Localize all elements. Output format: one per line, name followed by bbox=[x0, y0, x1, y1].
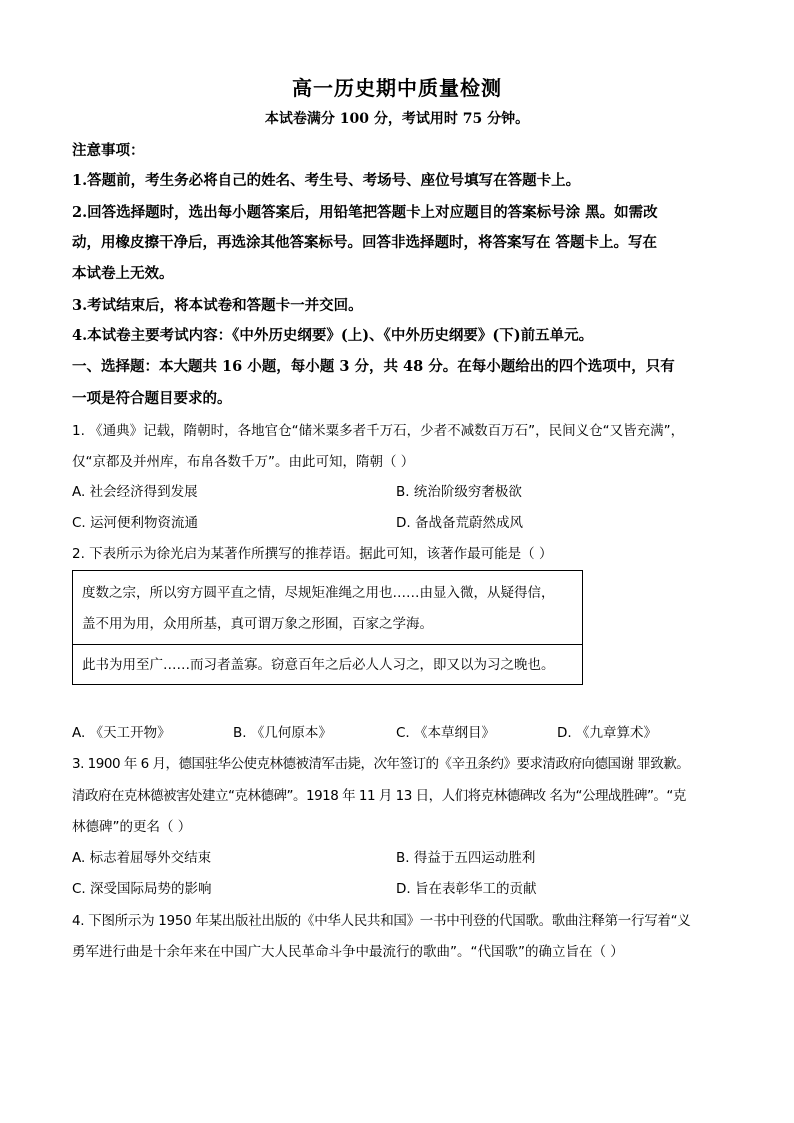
question-4-stem: 4. 下图所示为 1950 年某出版社出版的《中华人民共和国》一书中刊登的代国歌。歌曲注释第一行写着“义 bbox=[72, 913, 691, 929]
question-3-option-d[interactable]: D. 旨在表彰华工的贡献 bbox=[396, 881, 537, 897]
question-2-stem: 2. 下表所示为徐光启为某著作所撰写的推荐语。据此可知，该著作最可能是（ ） bbox=[72, 546, 553, 562]
question-1-stem: 1. 《通典》记载，隋朝时，各地官仓“储米粟多者千万石，少者不减数百万石”，民间义仓“又皆充满”， bbox=[72, 423, 685, 439]
question-2-option-a[interactable]: A. 《天工开物》 bbox=[72, 725, 171, 741]
question-3-option-a[interactable]: A. 标志着屈辱外交结束 bbox=[72, 850, 212, 866]
section-heading-cont: 一项是符合题目要求的。 bbox=[72, 390, 232, 407]
question-3-stem-cont: 清政府在克林德被害处建立“克林德碑”。1918 年 11 月 13 日，人们将克林德碑改 名为“公理战胜碑”。“克 bbox=[72, 788, 686, 804]
question-3-stem-end: 林德碑”的更名（ ） bbox=[72, 819, 192, 835]
question-1-option-c[interactable]: C. 运河便利物资流通 bbox=[72, 515, 199, 531]
question-2-option-c[interactable]: C. 《本草纲目》 bbox=[396, 725, 496, 741]
question-1-stem-cont: 仅“京都及并州库，布帛各数千万”。由此可知，隋朝（ ） bbox=[72, 454, 415, 470]
question-1-option-b[interactable]: B. 统治阶级穷奢极欲 bbox=[396, 484, 522, 500]
question-3-option-b[interactable]: B. 得益于五四运动胜利 bbox=[396, 850, 536, 866]
quote-row-1-line-1: 度数之宗，所以穷方圆平直之情，尽规矩准绳之用也……由显入微，从疑得信， bbox=[82, 585, 555, 601]
quote-row-2: 此书为用至广……而习者盖寡。窃意百年之后必人人习之，即又以为习之晚也。 bbox=[82, 657, 555, 673]
question-2-quote-table bbox=[72, 570, 583, 685]
notice-item-4: 4.本试卷主要考试内容：《中外历史纲要》(上)、《中外历史纲要》(下)前五单元。 bbox=[72, 327, 594, 344]
page-title: 高一历史期中质量检测 bbox=[292, 76, 502, 100]
question-1-option-a[interactable]: A. 社会经济得到发展 bbox=[72, 484, 198, 500]
quote-row-1-line-2: 盖不用为用，众用所基，真可谓万象之形囿，百家之学海。 bbox=[82, 616, 433, 632]
notice-item-2-end: 本试卷上无效。 bbox=[72, 265, 174, 282]
notice-item-2: 2.回答选择题时，选出每小题答案后，用铅笔把答题卡上对应题目的答案标号涂 黑。如需改 bbox=[72, 204, 658, 221]
question-1-option-d[interactable]: D. 备战备荒蔚然成风 bbox=[396, 515, 523, 531]
notice-heading: 注意事项： bbox=[72, 142, 145, 159]
table-divider bbox=[73, 644, 582, 645]
question-4-stem-cont: 勇军进行曲是十余年来在中国广大人民革命斗争中最流行的歌曲”。“代国歌”的确立旨在（ ） bbox=[72, 944, 624, 960]
notice-item-3: 3.考试结束后，将本试卷和答题卡一并交回。 bbox=[72, 297, 363, 314]
question-3-option-c[interactable]: C. 深受国际局势的影响 bbox=[72, 881, 212, 897]
exam-duration-note: 本试卷满分 100 分，考试用时 75 分钟。 bbox=[264, 111, 530, 127]
question-3-stem: 3. 1900 年 6 月，德国驻华公使克林德被清军击毙，次年签订的《辛丑条约》要求清政府向德国谢 罪致歉。 bbox=[72, 756, 690, 772]
section-heading: 一、选择题：本大题共 16 小题，每小题 3 分，共 48 分。在每小题给出的四个选项中，只有 bbox=[72, 358, 675, 375]
question-2-option-b[interactable]: B. 《几何原本》 bbox=[233, 725, 332, 741]
notice-item-1: 1.答题前，考生务必将自己的姓名、考生号、考场号、座位号填写在答题卡上。 bbox=[72, 172, 581, 189]
notice-item-2-cont: 动，用橡皮擦干净后，再选涂其他答案标号。回答非选择题时，将答案写在 答题卡上。写在 bbox=[72, 234, 658, 251]
question-2-option-d[interactable]: D. 《九章算术》 bbox=[557, 725, 657, 741]
